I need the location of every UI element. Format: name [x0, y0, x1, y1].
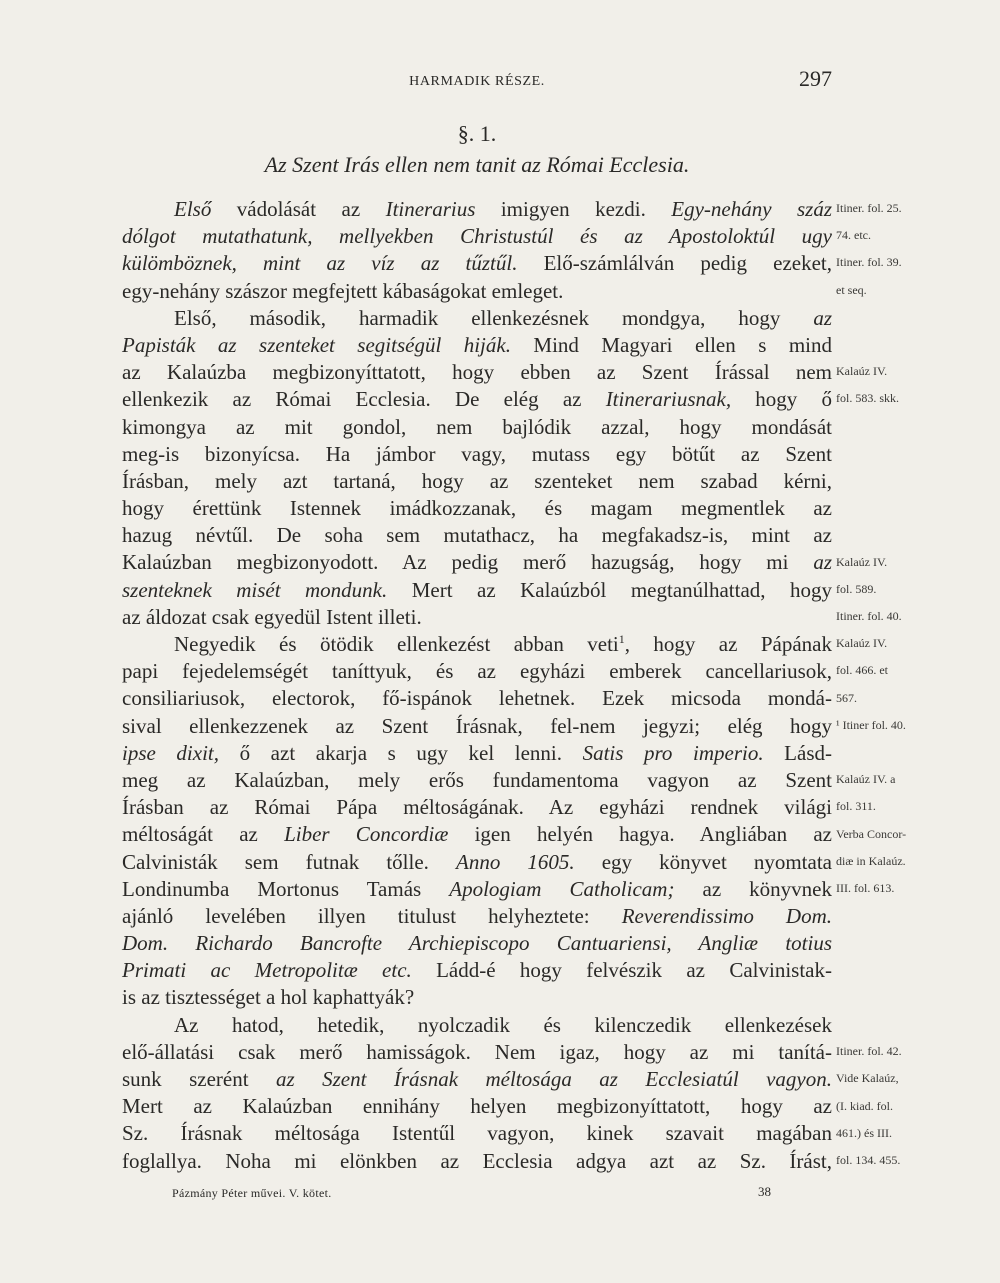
text-segment: , hogy az Pápának	[624, 632, 832, 656]
text-segment: ajánló levelében illyen titulust helyheztete:	[122, 903, 622, 928]
text-segment: imigyen kezdi.	[475, 197, 672, 221]
margin-note: Itiner. fol. 42.	[836, 1044, 902, 1059]
margin-note: 461.) és III.	[836, 1125, 892, 1140]
text-line	[122, 821, 832, 848]
text-line	[122, 577, 832, 604]
italic-segment: Papisták az szenteket segitségül hiják.	[122, 332, 511, 357]
italic-segment: Satis pro imperio.	[582, 740, 764, 765]
text-segment: Lásd-	[763, 740, 832, 765]
footer-signature: Pázmány Péter művei. V. kötet.	[172, 1186, 332, 1200]
text-segment: az áldozat csak egyedül Istent illeti.	[122, 604, 422, 629]
text-segment: ő azt akarja s ugy kel lenni.	[219, 740, 583, 765]
text-line	[122, 250, 832, 277]
text-line	[122, 604, 832, 631]
page-footer	[122, 1184, 832, 1204]
text-line	[122, 984, 832, 1011]
italic-segment: ipse dixit,	[122, 740, 219, 765]
italic-segment: külömböznek, mint az víz az tűztűl.	[122, 251, 518, 276]
margin-note: Kalaúz IV.	[836, 364, 888, 379]
text-segment: Az hatod, hetedik, nyolczadik és kilenczedik ellenkezések	[174, 1012, 832, 1037]
text-line	[122, 1093, 832, 1120]
text-segment: Elő-számlálván pedig ezeket,	[517, 251, 832, 276]
margin-note: Vide Kalaúz,	[836, 1071, 899, 1086]
text-line	[122, 1039, 832, 1066]
margin-note: (I. kiad. fol.	[836, 1098, 893, 1113]
italic-segment: Apologiam Catholicam;	[449, 876, 675, 901]
text-segment: elő-állatási csak merő hamisságok. Nem igaz, hogy az mi tanítá-	[122, 1039, 832, 1064]
italic-segment: Itinerariusnak,	[605, 387, 732, 412]
text-line	[122, 522, 832, 549]
text-segment: egy könyvet nyomtata	[574, 849, 832, 874]
footer-sheet-number: 38	[758, 1184, 771, 1199]
text-line	[122, 495, 832, 522]
italic-segment: Reverendissimo Dom.	[621, 903, 833, 928]
text-line	[122, 468, 832, 495]
footnote-marker: 1	[618, 632, 625, 646]
margin-note: fol. 311.	[836, 799, 876, 814]
margin-note: 567.	[836, 690, 857, 705]
text-line	[122, 196, 832, 223]
text-line	[122, 278, 832, 305]
section-title: Az Szent Irás ellen nem tanit az Római Ecclesia.	[264, 152, 690, 177]
italic-segment: Első	[174, 197, 212, 221]
text-segment: is az tisztességet a hol kaphattyák?	[122, 985, 415, 1010]
italic-segment: az Szent Írásnak méltosága az Ecclesiatúl vagyon.	[276, 1067, 832, 1091]
text-segment: Első, második, harmadik ellenkezésnek mondgya, hogy	[174, 305, 814, 330]
italic-segment: Egy-nehány száz	[671, 197, 832, 221]
text-segment: egy-nehány szászor megfejtett kábaságokat emleget.	[122, 278, 564, 303]
text-line	[122, 930, 832, 957]
page-number: 297	[799, 66, 832, 91]
text-segment: consiliariusok, electorok, fő-ispánok lehetnek. Ezek micsoda mondá-	[122, 686, 832, 711]
italic-segment: dólgot mutathatunk, mellyekben Christustúl és az Apostoloktúl ugy	[122, 224, 832, 249]
text-segment: hogy ő	[731, 387, 833, 412]
margin-note: Verba Concor-	[836, 826, 907, 841]
text-line	[122, 386, 832, 413]
text-segment: foglallya. Noha mi elönkben az Ecclesia adgya azt az Sz. Írást,	[122, 1148, 832, 1173]
text-segment: hogy érettünk Istennek imádkozzanak, és magam megmentlek az	[122, 496, 832, 521]
text-segment: igen helyén hagya. Angliában az	[448, 822, 832, 847]
italic-segment: Itinerarius	[385, 197, 476, 221]
text-line	[122, 359, 832, 386]
margin-note: fol. 583. skk.	[836, 391, 899, 406]
text-segment: vádolását az	[211, 197, 386, 221]
text-line	[122, 713, 832, 740]
text-segment: Mert az Kalaúzból megtanúlhattad, hogy	[387, 577, 832, 602]
text-segment: ellenkezik az Római Ecclesia. De elég az	[122, 387, 606, 412]
italic-segment: Anno 1605.	[456, 849, 575, 874]
text-line	[122, 223, 832, 250]
text-segment: hazug névtűl. De soha sem mutathacz, ha megfakadsz-is, mint az	[122, 523, 832, 548]
text-segment: Sz. Írásnak méltosága Istentűl vagyon, kinek szavait magában	[122, 1121, 832, 1146]
margin-note: Itiner. fol. 39.	[836, 255, 902, 270]
section-mark: §. 1.	[457, 121, 497, 146]
running-title: HARMADIK RÉSZE.	[409, 74, 545, 89]
text-segment: Írásban, mely azt tartaná, hogy az szenteket nem szabad kérni,	[122, 468, 832, 493]
text-line	[122, 305, 832, 332]
text-segment: az Kalaúzba megbizonyíttatott, hogy ebben az Szent Írással nem	[122, 360, 832, 385]
text-segment: Írásban az Római Pápa méltoságának. Az egyházi rendnek világi	[122, 795, 832, 820]
text-segment: sival ellenkezzenek az Szent Írásnak, fel-nem jegyzi; elég hogy	[122, 713, 832, 738]
text-line	[122, 1012, 832, 1039]
margin-note: ¹ Itiner fol. 40.	[836, 717, 906, 732]
text-line	[122, 658, 832, 685]
margin-note: diæ in Kalaúz.	[836, 853, 906, 868]
italic-segment: az	[813, 305, 832, 330]
margin-note: Itiner. fol. 25.	[836, 201, 902, 215]
text-line	[122, 849, 832, 876]
body-text	[122, 196, 832, 1175]
text-line	[122, 794, 832, 821]
text-segment: az könyvnek	[674, 876, 832, 901]
text-line	[122, 903, 832, 930]
text-segment: meg az Kalaúzban, mely erős fundamentoma vagyon az Szent	[122, 767, 832, 792]
text-segment: méltoságát az	[122, 822, 285, 847]
margin-note: fol. 589.	[836, 581, 877, 596]
text-segment: Mert az Kalaúzban ennihány helyen megbizonyíttatott, hogy az	[122, 1094, 832, 1119]
text-line	[122, 957, 832, 984]
margin-note: et seq.	[836, 282, 867, 297]
margin-note: 74. etc.	[836, 228, 871, 243]
text-segment: Calvinisták sem futnak tőlle.	[122, 849, 456, 874]
running-head	[122, 66, 832, 96]
text-line	[122, 549, 832, 576]
text-segment: kimongya az mit gondol, nem bajlódik azzal, hogy mondását	[122, 414, 832, 439]
margin-note: Itiner. fol. 40.	[836, 609, 902, 623]
text-line	[122, 767, 832, 794]
text-line	[122, 332, 832, 359]
text-line	[122, 876, 832, 903]
text-line	[122, 631, 832, 658]
text-segment: Kalaúzban megbizonyodott. Az pedig merő hazugság, hogy mi	[122, 550, 814, 575]
text-segment: papi fejedelemségét taníttyuk, és az egyházi emberek cancellariusok,	[122, 659, 832, 684]
text-segment: meg-is bizonyícsa. Ha jámbor vagy, mutass egy bötűt az Szent	[122, 441, 832, 466]
margin-note: fol. 466. et	[836, 663, 888, 678]
text-line	[122, 1120, 832, 1147]
text-line	[122, 685, 832, 712]
italic-segment: Dom. Richardo Bancrofte Archiepiscopo Cantuariensi, Angliæ totius	[122, 931, 832, 956]
margin-note: Kalaúz IV.	[836, 636, 888, 651]
margin-note: Kalaúz IV. a	[836, 772, 896, 787]
text-segment: Negyedik és ötödik ellenkezést abban veti	[174, 632, 619, 656]
text-line	[122, 1148, 832, 1175]
text-line	[122, 1066, 832, 1093]
text-line	[122, 414, 832, 441]
text-line	[122, 740, 832, 767]
margin-note: Kalaúz IV.	[836, 554, 888, 569]
text-segment: Mind Magyari ellen s mind	[510, 332, 832, 357]
italic-segment: szenteknek misét mondunk.	[122, 577, 388, 602]
margin-note: fol. 134. 455.	[836, 1153, 901, 1167]
text-segment: Ládd-é hogy felvészik az Calvinistak-	[411, 958, 832, 983]
text-line	[122, 441, 832, 468]
italic-segment: Liber Concordiæ	[284, 822, 449, 847]
italic-segment: Primati ac Metropolitæ etc.	[122, 958, 412, 983]
margin-note: III. fol. 613.	[836, 881, 895, 895]
text-segment: sunk szerént	[122, 1067, 277, 1091]
italic-segment: az	[813, 550, 832, 575]
text-segment: Londinumba Mortonus Tamás	[122, 876, 450, 901]
